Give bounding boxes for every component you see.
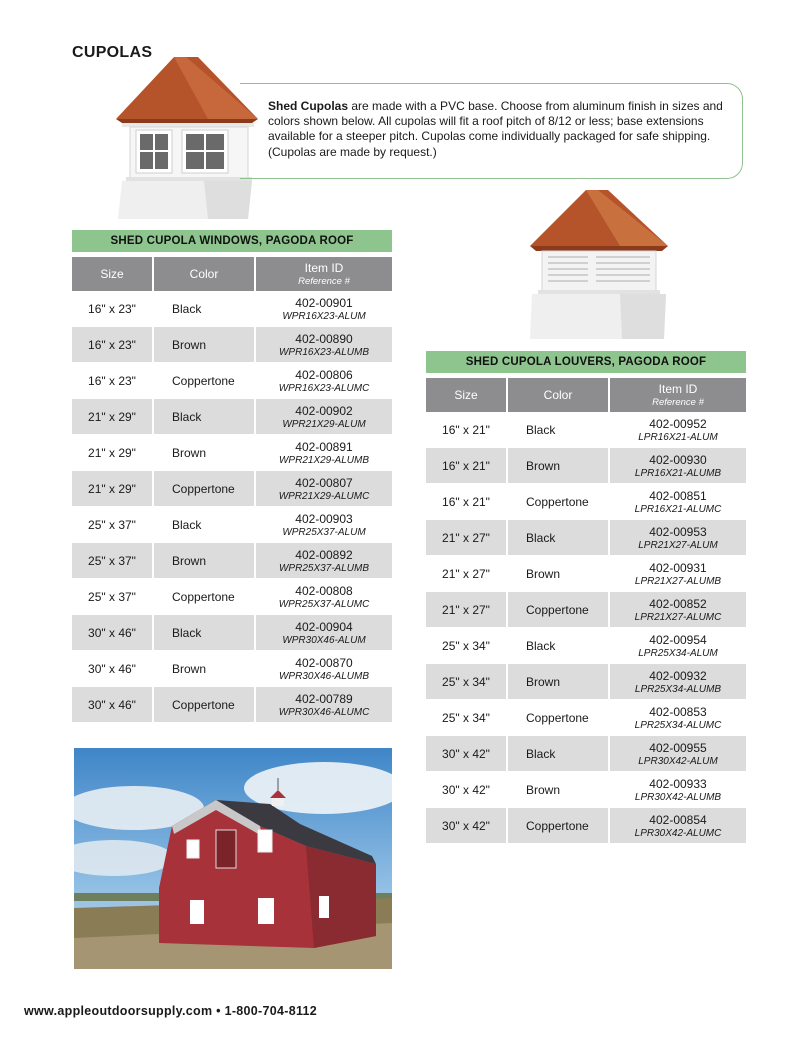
page-title: CUPOLAS [72, 44, 153, 61]
reference-number: WPR16X23-ALUM [282, 310, 366, 322]
color-cell: Coppertone [508, 592, 610, 627]
table-row [72, 579, 392, 615]
size-cell: 30" x 42" [426, 772, 508, 807]
reference-number: LPR21X27-ALUMB [634, 575, 722, 587]
reference-number: WPR16X23-ALUMC [278, 382, 370, 394]
item-id-cell [610, 520, 746, 555]
color-cell: Coppertone [508, 484, 610, 519]
reference-number: LPR25X34-ALUMC [634, 719, 722, 731]
table-row [426, 808, 746, 844]
item-id: 402-00808 [295, 583, 353, 598]
table-row [72, 651, 392, 687]
table-row [72, 615, 392, 651]
size-cell: 30" x 42" [426, 736, 508, 771]
item-id: 402-00892 [295, 547, 353, 562]
size-cell: 21" x 27" [426, 520, 508, 555]
table-row [72, 399, 392, 435]
reference-number: LPR25X34-ALUM [638, 647, 718, 659]
item-id-cell [256, 687, 392, 722]
item-id-cell [256, 651, 392, 686]
item-id: 402-00870 [295, 655, 353, 670]
barn-photo [74, 748, 392, 969]
reference-number: WPR21X29-ALUM [282, 418, 366, 430]
size-cell: 25" x 34" [426, 664, 508, 699]
intro-bold: Shed Cupolas [268, 99, 349, 113]
item-id-cell [610, 736, 746, 771]
table-row [426, 448, 746, 484]
color-cell: Black [508, 412, 610, 447]
item-id: 402-00932 [649, 668, 707, 683]
color-cell: Brown [508, 556, 610, 591]
item-id-cell [256, 615, 392, 650]
header-color: Color [154, 257, 256, 291]
color-cell: Brown [508, 664, 610, 699]
item-id: 402-00807 [295, 475, 353, 490]
color-cell: Black [508, 628, 610, 663]
windows-table-title: SHED CUPOLA WINDOWS, PAGODA ROOF [72, 230, 392, 252]
size-cell: 21" x 29" [72, 435, 154, 470]
reference-number: WPR30X46-ALUMB [278, 670, 370, 682]
footer-contact: www.appleoutdoorsupply.com • 1-800-704-8112 [24, 1004, 318, 1018]
table-row [426, 736, 746, 772]
item-id: 402-00852 [649, 596, 707, 611]
item-id: 402-00854 [649, 812, 707, 827]
color-cell: Black [154, 507, 256, 542]
size-cell: 25" x 37" [72, 579, 154, 614]
table-row [72, 291, 392, 327]
size-cell: 21" x 27" [426, 556, 508, 591]
size-cell: 16" x 23" [72, 327, 154, 362]
reference-number: LPR21X27-ALUM [638, 539, 718, 551]
color-cell: Brown [508, 772, 610, 807]
reference-number: LPR16X21-ALUM [638, 431, 718, 443]
color-cell: Black [508, 520, 610, 555]
size-cell: 21" x 27" [426, 592, 508, 627]
item-id: 402-00903 [295, 511, 353, 526]
item-id: 402-00901 [295, 295, 353, 310]
size-cell: 16" x 23" [72, 363, 154, 398]
item-id-cell [610, 592, 746, 627]
header-ref-label: Reference # [298, 276, 350, 287]
item-id-cell [256, 327, 392, 362]
item-id: 402-00853 [649, 704, 707, 719]
item-id-cell [256, 579, 392, 614]
table-row [426, 484, 746, 520]
item-id-cell [610, 556, 746, 591]
item-id: 402-00890 [295, 331, 353, 346]
item-id-cell [610, 484, 746, 519]
table-row [426, 772, 746, 808]
color-cell: Coppertone [508, 808, 610, 843]
table-row [426, 412, 746, 448]
size-cell: 21" x 29" [72, 399, 154, 434]
reference-number: WPR21X29-ALUMB [278, 454, 370, 466]
table-row [72, 327, 392, 363]
item-id: 402-00933 [649, 776, 707, 791]
header-size: Size [72, 257, 154, 291]
reference-number: LPR25X34-ALUMB [634, 683, 722, 695]
louvers-table [426, 351, 746, 844]
size-cell: 16" x 21" [426, 412, 508, 447]
header-item-id [256, 257, 392, 291]
reference-number: WPR25X37-ALUMC [278, 598, 370, 610]
table-row [426, 592, 746, 628]
item-id-cell [256, 543, 392, 578]
table-row [72, 435, 392, 471]
reference-number: WPR25X37-ALUM [282, 526, 366, 538]
size-cell: 30" x 46" [72, 687, 154, 722]
size-cell: 16" x 21" [426, 484, 508, 519]
table-row [426, 520, 746, 556]
header-size: Size [426, 378, 508, 412]
windows-table [72, 230, 392, 723]
reference-number: WPR16X23-ALUMB [278, 346, 370, 358]
reference-number: LPR21X27-ALUMC [634, 611, 722, 623]
color-cell: Coppertone [154, 363, 256, 398]
item-id: 402-00953 [649, 524, 707, 539]
windows-table-header [72, 257, 392, 291]
item-id-cell [256, 507, 392, 542]
color-cell: Brown [154, 543, 256, 578]
item-id: 402-00930 [649, 452, 707, 467]
reference-number: WPR30X46-ALUMC [278, 706, 370, 718]
reference-number: LPR30X42-ALUMC [634, 827, 722, 839]
header-item-label: Item ID [658, 382, 698, 396]
size-cell: 25" x 34" [426, 628, 508, 663]
louvers-table-body [426, 412, 746, 844]
reference-number: LPR16X21-ALUMB [634, 467, 722, 479]
item-id-cell [610, 664, 746, 699]
item-id: 402-00904 [295, 619, 353, 634]
item-id: 402-00955 [649, 740, 707, 755]
color-cell: Coppertone [154, 579, 256, 614]
reference-number: WPR25X37-ALUMB [278, 562, 370, 574]
item-id-cell [610, 412, 746, 447]
color-cell: Brown [154, 327, 256, 362]
item-id: 402-00952 [649, 416, 707, 431]
louvers-table-title: SHED CUPOLA LOUVERS, PAGODA ROOF [426, 351, 746, 373]
table-row [426, 556, 746, 592]
table-row [72, 363, 392, 399]
table-row [72, 543, 392, 579]
reference-number: WPR21X29-ALUMC [278, 490, 370, 502]
size-cell: 21" x 29" [72, 471, 154, 506]
item-id: 402-00789 [295, 691, 353, 706]
header-ref-label: Reference # [652, 397, 704, 408]
item-id-cell [610, 808, 746, 843]
size-cell: 30" x 46" [72, 615, 154, 650]
color-cell: Coppertone [154, 471, 256, 506]
item-id-cell [256, 363, 392, 398]
header-item-id [610, 378, 746, 412]
table-row [426, 700, 746, 736]
color-cell: Coppertone [508, 700, 610, 735]
table-row [72, 507, 392, 543]
reference-number: LPR30X42-ALUM [638, 755, 718, 767]
size-cell: 25" x 34" [426, 700, 508, 735]
item-id: 402-00902 [295, 403, 353, 418]
color-cell: Brown [508, 448, 610, 483]
color-cell: Black [154, 399, 256, 434]
item-id: 402-00931 [649, 560, 707, 575]
item-id-cell [256, 291, 392, 326]
color-cell: Black [154, 615, 256, 650]
size-cell: 25" x 37" [72, 507, 154, 542]
louvers-table-header [426, 378, 746, 412]
item-id-cell [610, 628, 746, 663]
reference-number: LPR30X42-ALUMB [634, 791, 722, 803]
table-row [426, 628, 746, 664]
size-cell: 25" x 37" [72, 543, 154, 578]
item-id-cell [256, 399, 392, 434]
table-row [72, 471, 392, 507]
table-row [72, 687, 392, 723]
louver-cupola-image [528, 190, 670, 340]
reference-number: WPR30X46-ALUM [282, 634, 366, 646]
windows-table-body [72, 291, 392, 723]
intro-rest: are made with a PVC base. Choose from aluminum finish in sizes and colors shown below. All cupolas will fit a roof pitch of 8/12 or less; base extensions available for a steeper pitch. Cupolas come individually packaged for safe shipping. (Cupolas are made by request.) [268, 99, 723, 159]
item-id-cell [610, 700, 746, 735]
header-item-label: Item ID [304, 261, 344, 275]
window-cupola-image [112, 57, 260, 220]
color-cell: Black [508, 736, 610, 771]
item-id: 402-00954 [649, 632, 707, 647]
item-id: 402-00891 [295, 439, 353, 454]
item-id-cell [256, 471, 392, 506]
item-id: 402-00851 [649, 488, 707, 503]
color-cell: Coppertone [154, 687, 256, 722]
header-color: Color [508, 378, 610, 412]
color-cell: Brown [154, 435, 256, 470]
table-row [426, 664, 746, 700]
intro-text [268, 99, 733, 160]
color-cell: Black [154, 291, 256, 326]
reference-number: LPR16X21-ALUMC [634, 503, 722, 515]
item-id-cell [610, 772, 746, 807]
size-cell: 30" x 46" [72, 651, 154, 686]
item-id-cell [610, 448, 746, 483]
color-cell: Brown [154, 651, 256, 686]
size-cell: 16" x 23" [72, 291, 154, 326]
size-cell: 16" x 21" [426, 448, 508, 483]
size-cell: 30" x 42" [426, 808, 508, 843]
item-id-cell [256, 435, 392, 470]
item-id: 402-00806 [295, 367, 353, 382]
